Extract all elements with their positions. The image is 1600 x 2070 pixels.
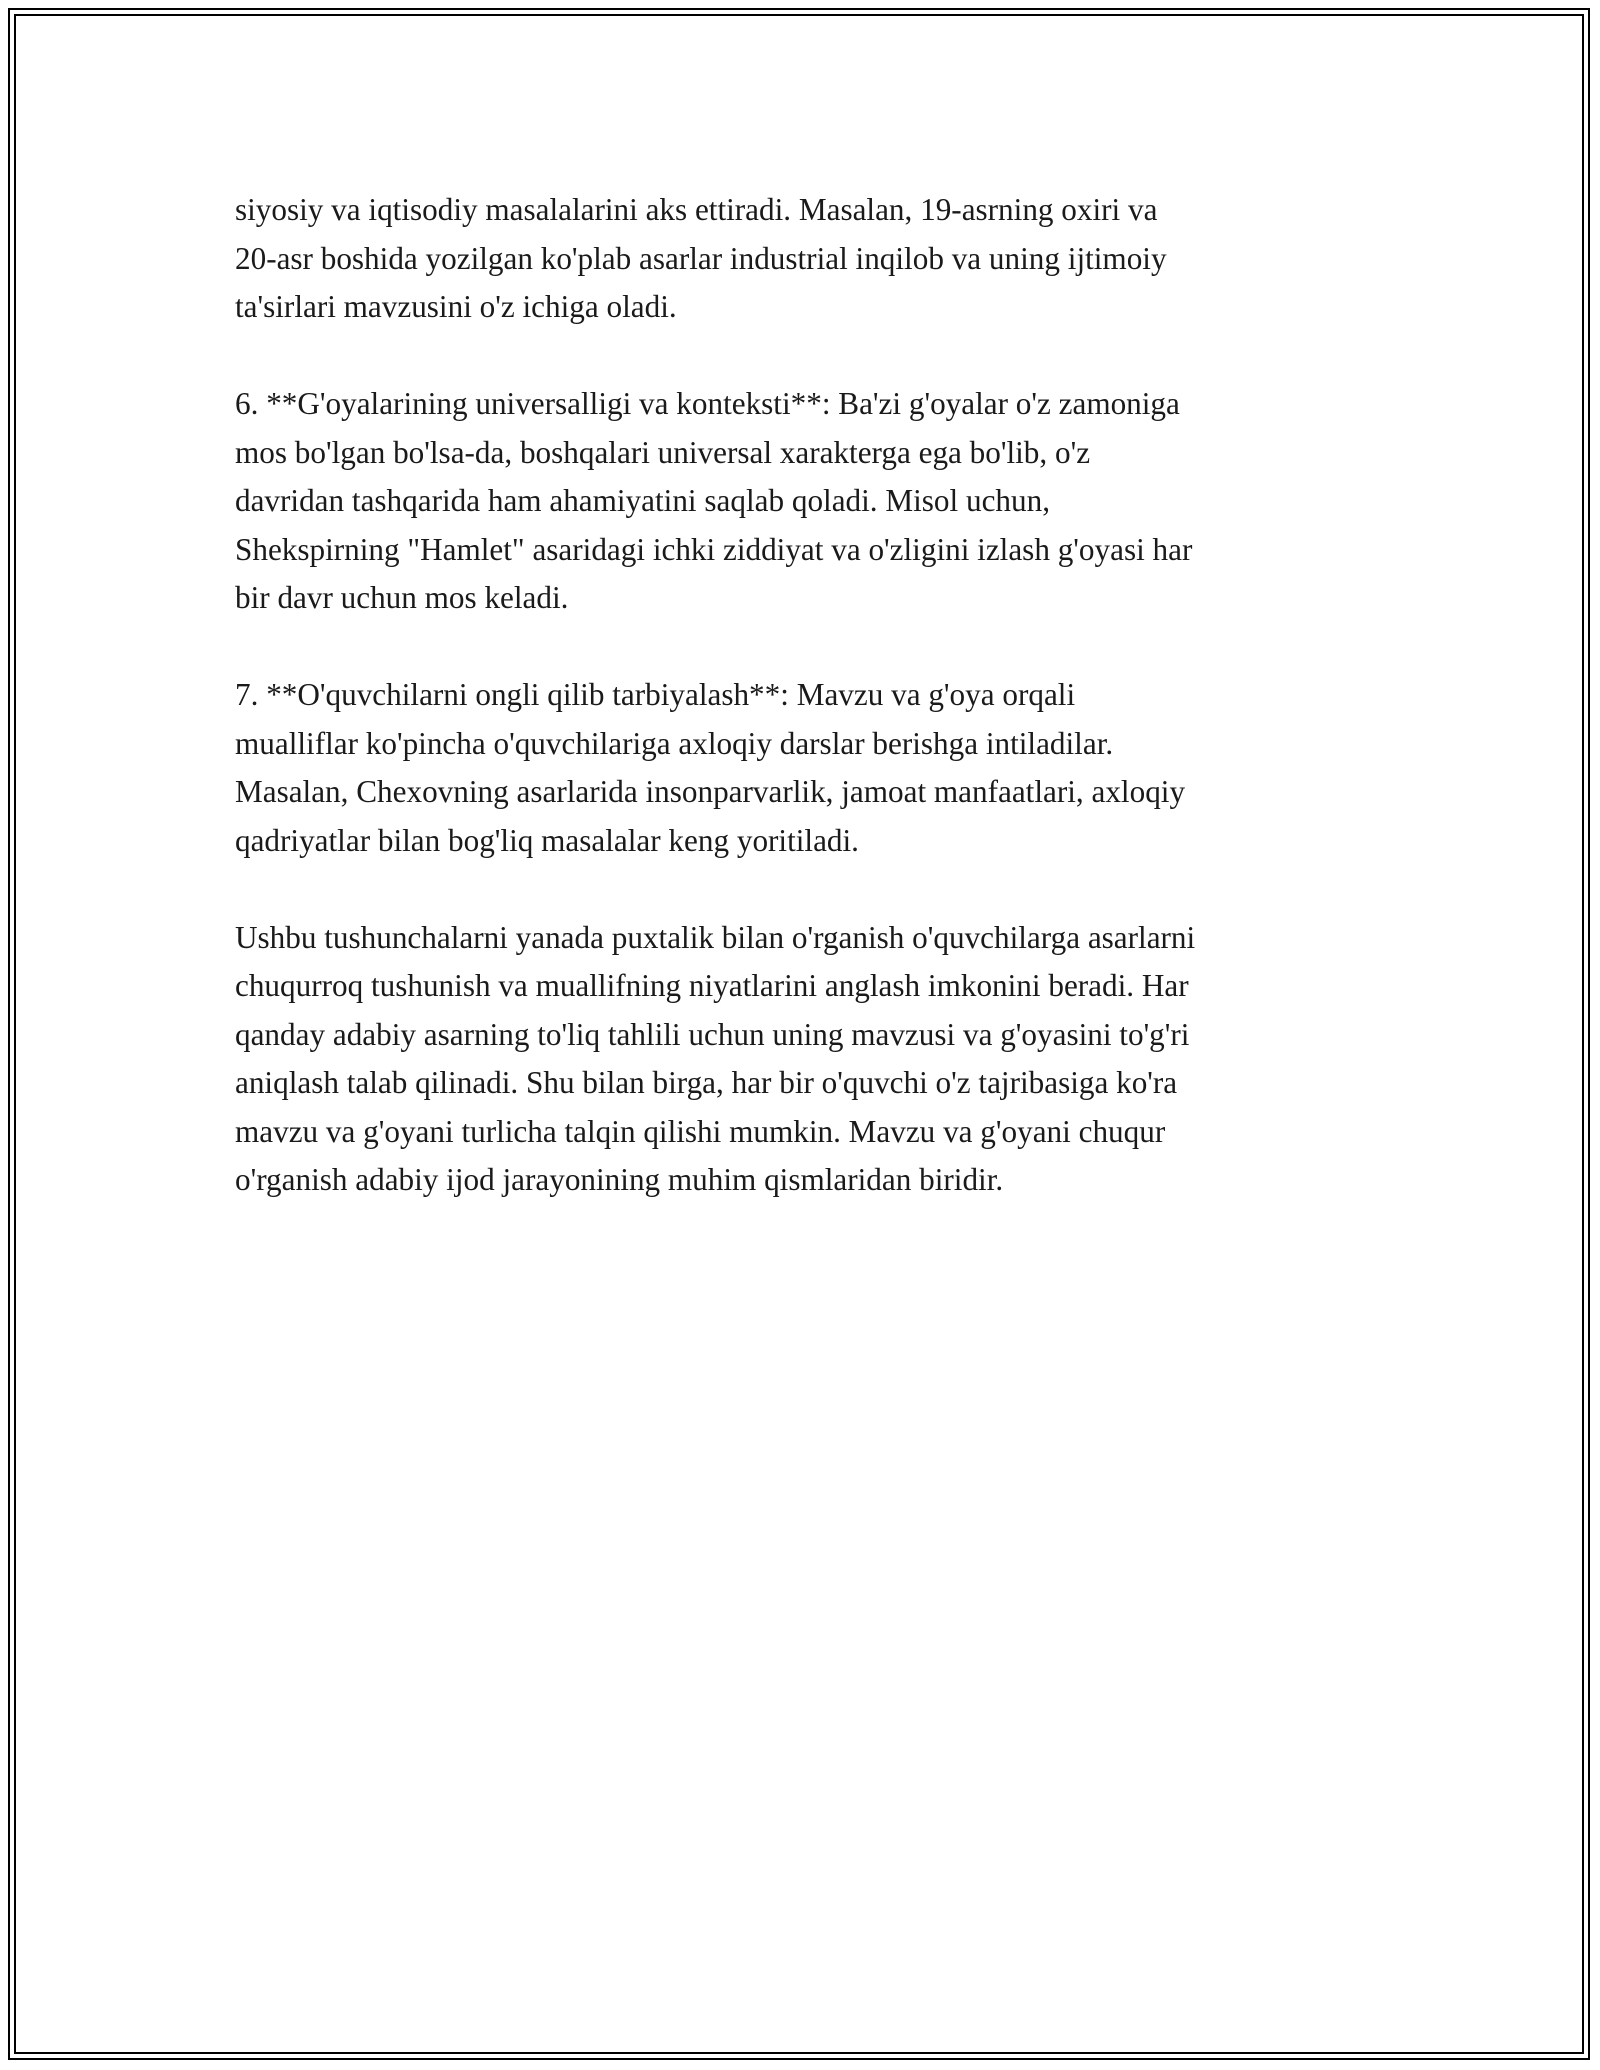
text-line: Ushbu tushunchalarni yanada puxtalik bilan o'rganish o'quvchilarga asarlarni xyxy=(235,919,1196,955)
text-line: mos bo'lgan bo'lsa-da, boshqalari universal xarakterga ega bo'lib, o'z xyxy=(235,434,1091,470)
page-body xyxy=(235,186,1370,1253)
text-line: siyosiy va iqtisodiy masalalarini aks ettiradi. Masalan, 19-asrning oxiri va xyxy=(235,192,1158,227)
text-line: Masalan, Chexovning asarlarida insonparvarlik, jamoat manfaatlari, axloqiy xyxy=(235,774,1186,809)
text-line: mualliflar ko'pincha o'quvchilariga axloqiy darslar berishga intiladilar. xyxy=(235,725,1114,761)
paragraph-continuation xyxy=(235,186,1370,332)
text-line: 6. **G'oyalarining universalligi va konteksti**: Ba'zi g'oyalar o'z zamoniga xyxy=(235,386,1180,421)
paragraph-item-7 xyxy=(235,671,1370,865)
text-line: 20-asr boshida yozilgan ko'plab asarlar industrial inqilob va uning ijtimoiy xyxy=(235,240,1167,276)
text-line: qanday adabiy asarning to'liq tahlili uchun uning mavzusi va g'oyasini to'g'ri xyxy=(235,1016,1190,1052)
text-line: ta'sirlari mavzusini o'z ichiga oladi. xyxy=(235,289,677,324)
text-line: aniqlash talab qilinadi. Shu bilan birga, har bir o'quvchi o'z tajribasiga ko'ra xyxy=(235,1065,1178,1100)
text-line: mavzu va g'oyani turlicha talqin qilishi mumkin. Mavzu va g'oyani chuqur xyxy=(235,1113,1166,1149)
text-line: o'rganish adabiy ijod jarayonining muhim qismlaridan biridir. xyxy=(235,1162,1004,1197)
text-line: bir davr uchun mos keladi. xyxy=(235,580,569,615)
text-line: qadriyatlar bilan bog'liq masalalar keng yoritiladi. xyxy=(235,822,859,858)
text-line: davridan tashqarida ham ahamiyatini saqlab qoladi. Misol uchun, xyxy=(235,483,1051,518)
text-line: 7. **O'quvchilarni ongli qilib tarbiyalash**: Mavzu va g'oya orqali xyxy=(235,677,1076,712)
paragraph-item-6 xyxy=(235,380,1370,623)
paragraph-conclusion xyxy=(235,914,1370,1205)
text-line: Shekspirning "Hamlet" asaridagi ichki ziddiyat va o'zligini izlash g'oyasi har xyxy=(235,531,1193,567)
text-line: chuqurroq tushunish va muallifning niyatlarini anglash imkonini beradi. Har xyxy=(235,968,1189,1003)
